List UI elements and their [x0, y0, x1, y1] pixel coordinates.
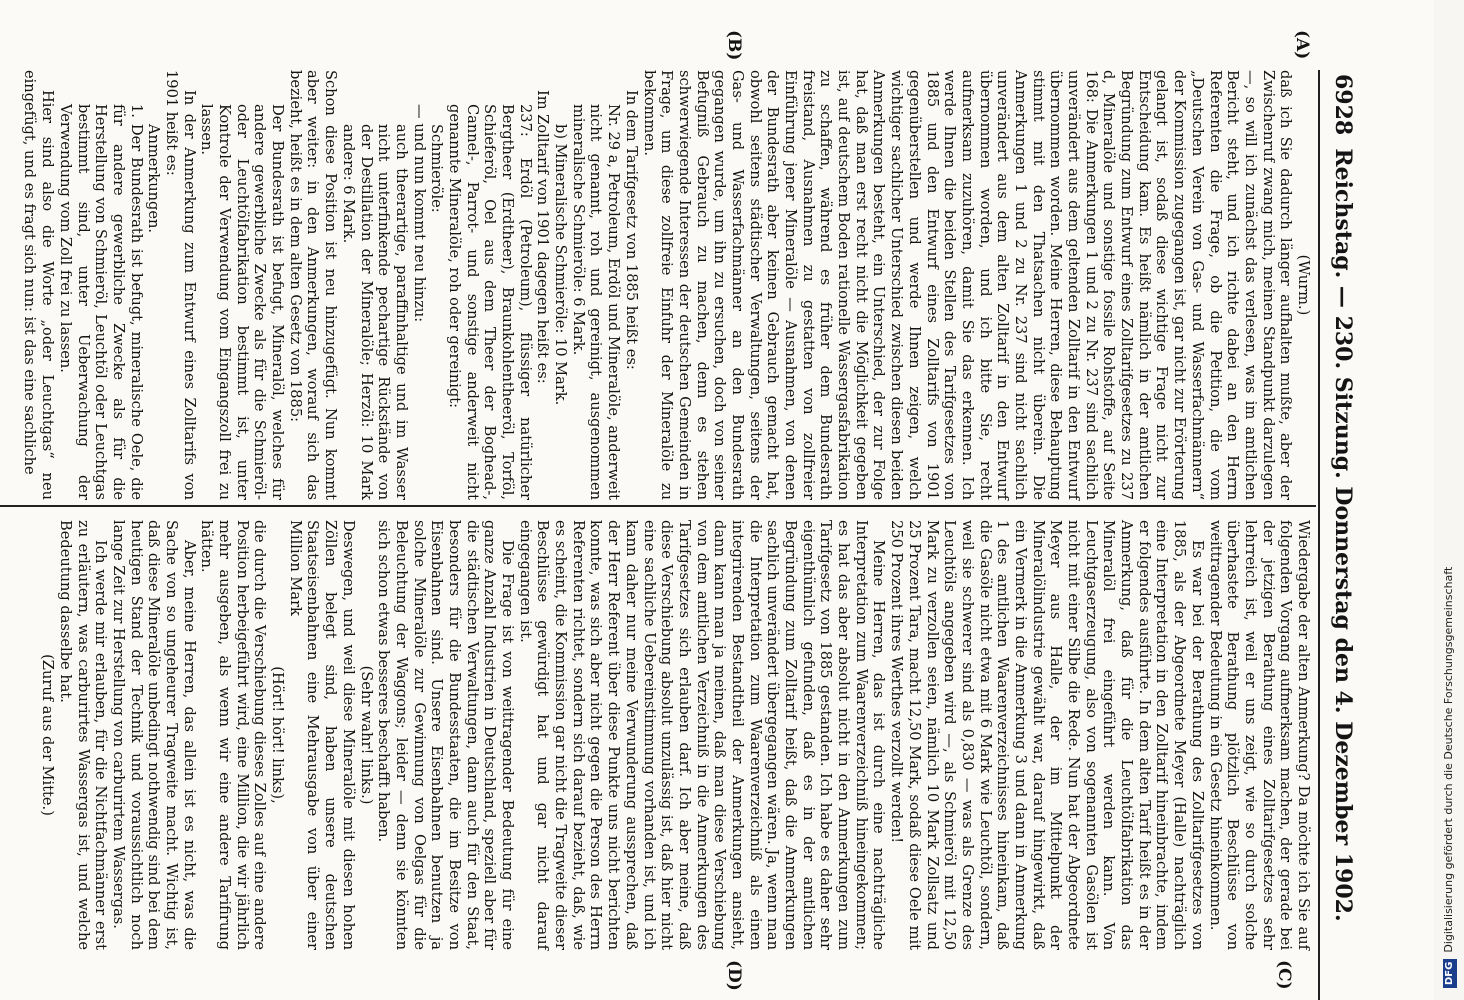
paragraph: (Hört! hört! links), — [269, 666, 287, 804]
paragraph: — und nun kommt neu hinzu: — [410, 104, 428, 323]
page-header — [1318, 70, 1356, 1000]
paragraph: auch theerartige, paraffinhaltige und im Wasser nicht unterfinkende pechartige Rückstände von der Destillation der Mineralöle; Herzöl: 10 Mark andere: 6 Mark. — [339, 124, 410, 500]
paragraph: Schon diese Position ist neu hinzugefügt. Nun kommt aber weiter: in den Anmerkungen, worauf sich das bezieht, heißt es in dem alten Gesetz von 1885: — [286, 70, 340, 500]
margin-mark-b: (B) — [724, 30, 744, 61]
paragraph: (Wurm.) — [1295, 254, 1312, 316]
paragraph: Deswegen, und weil diese Mineralöle mit diesen hohen Zöllen belegt sind, haben unsere deutschen Staatseisenbahnen eine Mehrausgabe von über einer Million Mark — [286, 520, 357, 950]
margin-mark-d: (D) — [724, 960, 744, 991]
paragraph: b) Mineralische Schmieröle: 10 Mark. — [552, 124, 570, 406]
dfg-logo: DFG — [1443, 959, 1457, 988]
paragraph: Die Frage ist von weittragender Bedeutung für eine ganze Anzahl Industrien in Deutschland, speziell aber für die städtischen Verwaltungen, dann auch für den Staat, besonders für die Bundesstaaten, die im Besitze von Eisenbahnen sind. Unsere Eisenbahnen benutzen ja solche Mineralöle zur Gewinnung von Oelgas für die Beleuchtung der Waggons; leider — denn sie könnten sich schon etwas besseres beschafft haben. — [375, 520, 517, 950]
paragraph: Es war bei der Berathung des Zolltarifgesetzes von 1885, als der Abgeordnete Meyer (Halle) nachträglich eine Interpretation in den Zolltarif hineinbrachte, indem er folgendes ausführte. In dem alten Tarif heißt es in der Anmerkung, daß für die Leuchtölfabrikation das Mineralöl frei eingeführt werden kann. Von Leuchtgaserzeugung, also von sogenannten Gasölen ist nicht mit einer Silbe die Rede. Nun hat der Abgeordnete Meyer aus Halle, der im Mittelpunkt der Mineralölindustrie gewählt war, darauf hingewirkt, daß ein Vermerk in die Anmerkung 3 und dann in Anmerkung 1 des amtlichen Waarenverzeichnisses hineinkam, daß die Gasöle nicht etwa mit 6 Mark wie Leuchtöl, sondern, weil sie schwerer sind als 0,830 — was als Grenze des Leuchtöls angegeben wird —, als Schmieröl mit 12,50 Mark zu verzollen seien, nämlich 10 Mark Zollsatz und 25 Prozent Tara, macht 12,50 Mark, sodaß diese Oele mit 250 Prozent ihres Werthes verzollt werden! — [888, 520, 1206, 950]
paragraph: (Zuruf aus der Mitte.) — [39, 654, 57, 816]
paragraph: (Sehr wahr! links.) — [357, 665, 375, 805]
paragraph: daß ich Sie dadurch länger aufhalten mußte, aber der Zwischenruf zwang mich, meinen Standpunkt darzulegen —, so will ich zunächst das verlesen, was im amtlichen Bericht steht, und ich richte dabei an den Herrn Referenten die Frage, ob die Petition, die vom „Deutschen Verein von Gas- und Wasserfachmännern“ der Kommission zugegangen ist, gar nicht zur Erörterung gelangt ist, sodaß diese wichtige Frage nicht zur Entscheidung kam. Es heißt nämlich in der amtlichen Begründung zum Entwurf eines Zolltarifgesetzes zu 237 d, Mineralöle und sonstige fossile Rohstoffe, auf Seite 168: Die Anmerkungen 1 und 2 zu Nr. 237 sind sachlich unverändert aus dem geltenden Zolltarif in den Entwurf übernommen worden. Meine Herren, diese Behauptung stimmt mit den Thatsachen nicht überein. Die Anmerkungen 1 und 2 zu Nr. 237 sind nicht sachlich unverändert aus dem alten Zolltarif in den Entwurf übernommen worden, und ich bitte Sie, recht aufmerksam zuzuhören, damit Sie das erkennen. Ich werde Ihnen die beiden Stellen des Tarifgesetzes von 1885 und den Entwurf eines Zolltarifs von 1901 gegenüberstellen und werde Ihnen zeigen, welch wichtiger sachlicher Unterschied zwischen diesen beiden Anmerkungen besteht, ein Unterschied, der zur Folge hat, daß man erst recht nicht die Möglichkeit gegeben ist, auf deutschem Boden rationelle Wassergasfabrikation zu schaffen, während es früher dem Bundesrath freistand, Ausnahmen zu gestatten von zollfreier Einführung jener Mineralöle — Ausnahmen, von denen der Bundesrath aber keinen Gebrauch gemacht hat, obwohl seitens städtischer Verwaltungen, seitens der Gas- und Wasserfachmänner an den Bundesrath gegangen wurde, um ihn zu ersuchen, doch von seiner Befugniß Gebrauch zu machen, denn es stehen schwerwiegende Interessen der deutschen Gemeinden in Frage, um diese zollfreie Einfuhr der Mineralöle zu bekommen. — [640, 70, 1295, 500]
footer — [1404, 0, 1455, 1000]
right-column — [39, 520, 1313, 950]
page-title: Reichstag. — 230. Sitzung. Donnerstag den 4. Dezember 1902. — [1330, 148, 1356, 922]
paragraph: 237: Erdöl (Petroleum), flüssiger natürlicher Bergtheer (Erdtheer), Braunkohlentheeröl, Torföl, Schieferöl, Oel aus dem Theer der Boghead-, Cannel-, Parrot- und sonstige anderweit nicht genannte Mineralöle, roh oder gereinigt: — [446, 104, 534, 500]
paragraph: In der Anmerkung zum Entwurf eines Zolltarifs von 1901 heißt es: — [163, 70, 198, 500]
left-column — [21, 70, 1312, 500]
footer-line — [1434, 0, 1464, 1000]
page-number: 6928 — [1330, 74, 1356, 136]
margin-mark-c: (C) — [1274, 960, 1294, 990]
margin-mark-a: (A) — [1292, 30, 1312, 60]
paragraph: Meine Herren, das ist durch eine nachträgliche Interpretation zum Waarenverzeichniß hineingekommen; es hat das aber absolut nicht in den Anmerkungen zum Tarifgesetz von 1885 gestanden. Ich habe es daher sehr eigenthümlich gefunden, daß es in der amtlichen Begründung zum Zolltarif heißt, daß die Anmerkungen sachlich unverändert übergegangen wären. Ja, wenn man die Interpretation zum Waarenverzeichniß als einen integrirenden Bestandtheil der Anmerkungen ansieht, dann kann man ja meinen, daß man diese Verschiebung von dem amtlichen Verzeichniß in die Anmerkungen des Tarifgesetzes sich erlauben darf. Ich aber meine, daß diese Verschiebung absolut unzulässig ist, daß hier nicht eine sachliche Uebereinstimmung vorhanden ist, und ich kann daher nur meine Verwunderung aussprechen, daß der Herr Referent über diese Punkte uns nicht berichten konnte, was sich aber nicht gegen die Person des Herrn Referenten richtet, sondern sich darauf bezieht, daß, wie es scheint, die Kommission gar nicht die Tragweite dieser Beschlüsse gewürdigt hat und gar nicht darauf eingegangen ist. — [516, 520, 888, 950]
paragraph: Hier sind also die Worte „oder Leuchtgas“ neu eingefügt, und es fragt sich nun: ist das eine sachliche — [21, 70, 57, 500]
paragraph: 1. Der Bundesrath ist befugt, mineralische Oele, die für andere gewerbliche Zwecke als für die Herstellung von Schmieröl, Leuchtöl oder Leuchtgas bestimmt sind, unter Ueberwachung der Verwendung vom Zoll frei zu lassen. — [56, 104, 145, 500]
paragraph: Aber, meine Herren, das allein ist es nicht, was die Sache von so ungeheurer Tragweite macht. Wichtig ist, daß diese Mineralöle unbedingt nothwendig sind bei dem heutigen Stand der Technik und voraussichtlich noch lange Zeit zur Herstellung von carburirtem Wassergas. — [109, 520, 198, 950]
column-separator — [0, 505, 1316, 507]
paragraph: Der Bundesrath ist befugt, Mineralöl, welches für andere gewerbliche Zwecke als für die Schmieröl- oder Leuchtölfabrikation bestimmt ist, unter Kontrole der Verwendung vom Eingangszoll frei zu lassen. — [198, 104, 287, 500]
footer-text: Digitalisierung gefördert durch die Deutsche Forschungsgemeinschaft — [1442, 566, 1455, 953]
paragraph: Nr. 29 a, Petroleum, Erdöl und Mineralöle, anderweit nicht genannt, roh und gereinigt, ausgenommen mineralische Schmieröle: 6 Mark. — [569, 104, 623, 500]
paragraph: Schmieröle: — [428, 124, 446, 213]
paragraph: Wiedergabe der alten Anmerkung? Da möchte ich Sie auf folgenden Vorgang aufmerksam machen, der gerade bei der jetzigen Berathung eines Zolltarifgesetzes sehr lehrreich ist, weil er uns zeigt, wie so durch solche überhastete Berathung plötzlich Beschlüsse von weittragender Bedeutung in ein Gesetz hineinkommen. — [1206, 520, 1312, 950]
paragraph: Ich werde mir erlauben, für die Nichtfachmänner erst zu erläutern, was carburirtes Wassergas ist, und welche Bedeutung dasselbe hat. — [56, 520, 110, 950]
paragraph: Anmerkungen. — [145, 124, 163, 234]
paragraph: die durch die Verschiebung dieses Zolles auf eine andere Position herbeigeführt wird, eine Million, die wir jährlich mehr ausgeben, als wenn wir eine andere Tarifirung hätten. — [198, 520, 269, 950]
paragraph: In dem Tarifgesetz von 1885 heißt es: — [622, 90, 640, 370]
paragraph: Im Zolltarif von 1901 dagegen heißt es: — [534, 90, 552, 384]
